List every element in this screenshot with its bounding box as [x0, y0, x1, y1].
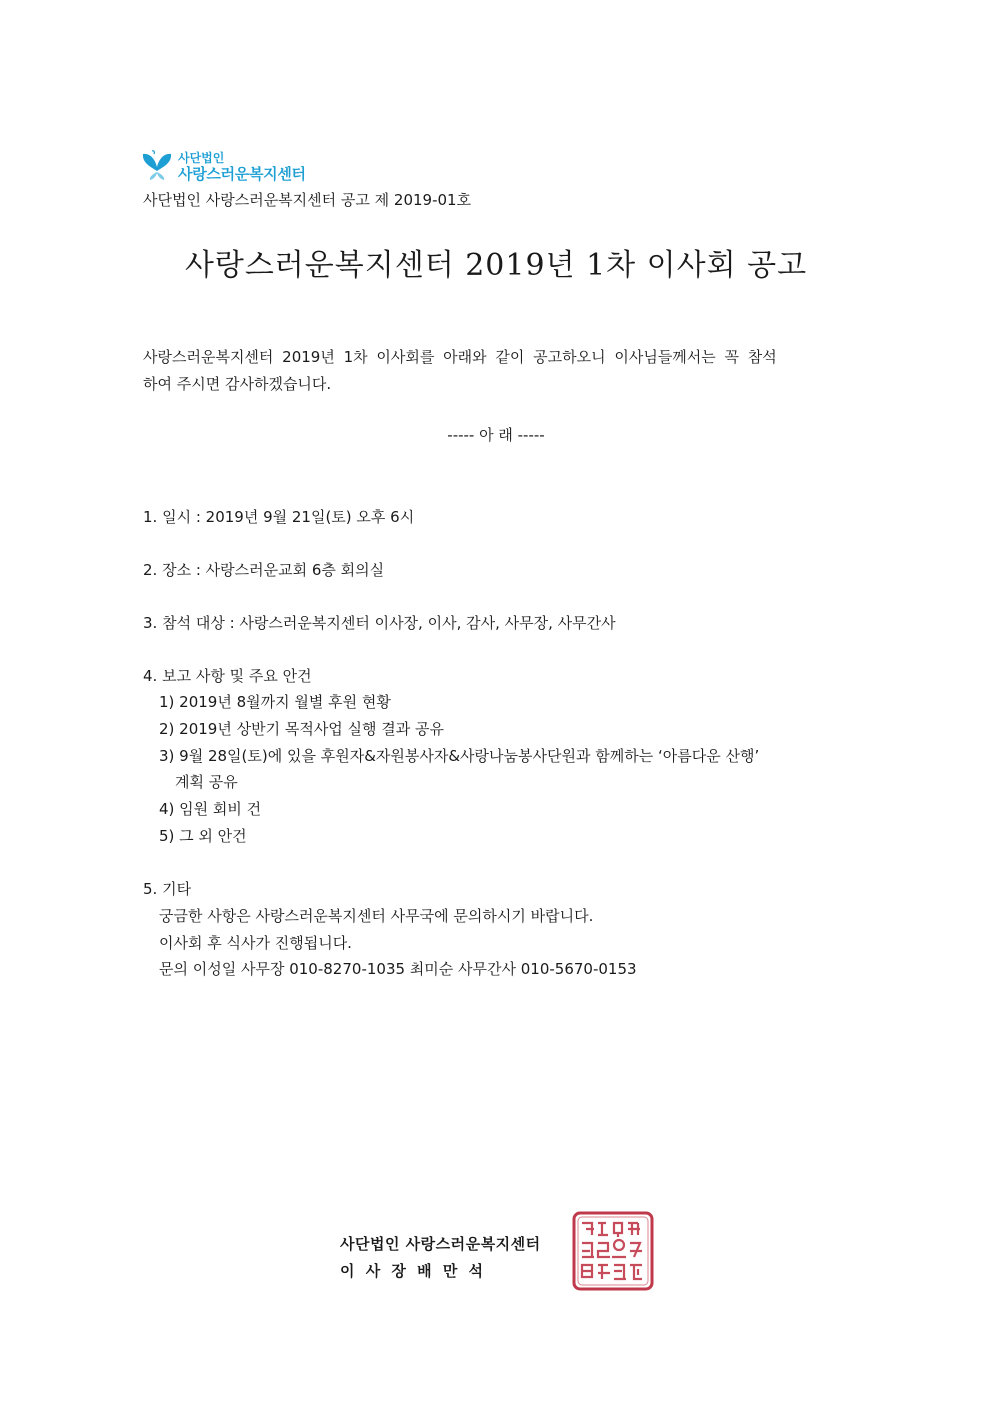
logo-main-text: 사랑스러운복지센터: [178, 165, 306, 183]
section-separator: ----- 아 래 -----: [447, 426, 545, 444]
item-other-heading: 5. 기타: [143, 880, 192, 898]
agenda-item-2: 2) 2019년 상반기 목적사업 실행 결과 공유: [159, 720, 445, 738]
logo-small-text: 사단법인: [178, 151, 225, 165]
footer-representative: 이 사 장 배 만 석: [340, 1262, 484, 1280]
other-line-2: 이사회 후 식사가 진행됩니다.: [159, 934, 352, 952]
intro-paragraph: [143, 344, 849, 398]
footer-organization: 사단법인 사랑스러운복지센터: [340, 1235, 541, 1253]
notice-number: 사단법인 사랑스러운복지센터 공고 제 2019-01호: [143, 191, 472, 209]
agenda-item-1: 1) 2019년 8월까지 월별 후원 현황: [159, 693, 391, 711]
intro-line-2: 하여 주시면 감사하겠습니다.: [143, 375, 332, 393]
butterfly-logo-icon: [140, 147, 174, 181]
other-line-1: 궁금한 사항은 사랑스러운복지센터 사무국에 문의하시기 바랍니다.: [159, 907, 594, 925]
agenda-item-4: 4) 임원 회비 건: [159, 800, 262, 818]
item-agenda-heading: 4. 보고 사항 및 주요 안건: [143, 667, 312, 685]
agenda-item-3-continued: 계획 공유: [175, 773, 238, 791]
item-datetime: 1. 일시 : 2019년 9월 21일(토) 오후 6시: [143, 508, 415, 526]
other-contact-line: 문의 이성일 사무장 010-8270-1035 최미순 사무간사 010-5670-0153: [159, 960, 637, 978]
agenda-item-3: 3) 9월 28일(토)에 있을 후원자&자원봉사자&사랑나눔봉사단원과 함께하는 ‘아름다운 산행’: [159, 747, 760, 765]
item-location: 2. 장소 : 사랑스러운교회 6층 회의실: [143, 561, 385, 579]
item-attendees: 3. 참석 대상 : 사랑스러운복지센터 이사장, 이사, 감사, 사무장, 사무간사: [143, 614, 616, 632]
official-seal-icon: [572, 1211, 654, 1291]
document-title: 사랑스러운복지센터 2019년 1차 이사회 공고: [184, 248, 808, 283]
agenda-item-5: 5) 그 외 안건: [159, 827, 247, 845]
intro-line-1: 사랑스러운복지센터 2019년 1차 이사회를 아래와 같이 공고하오니 이사님들께서는 꼭 참석: [143, 348, 777, 366]
